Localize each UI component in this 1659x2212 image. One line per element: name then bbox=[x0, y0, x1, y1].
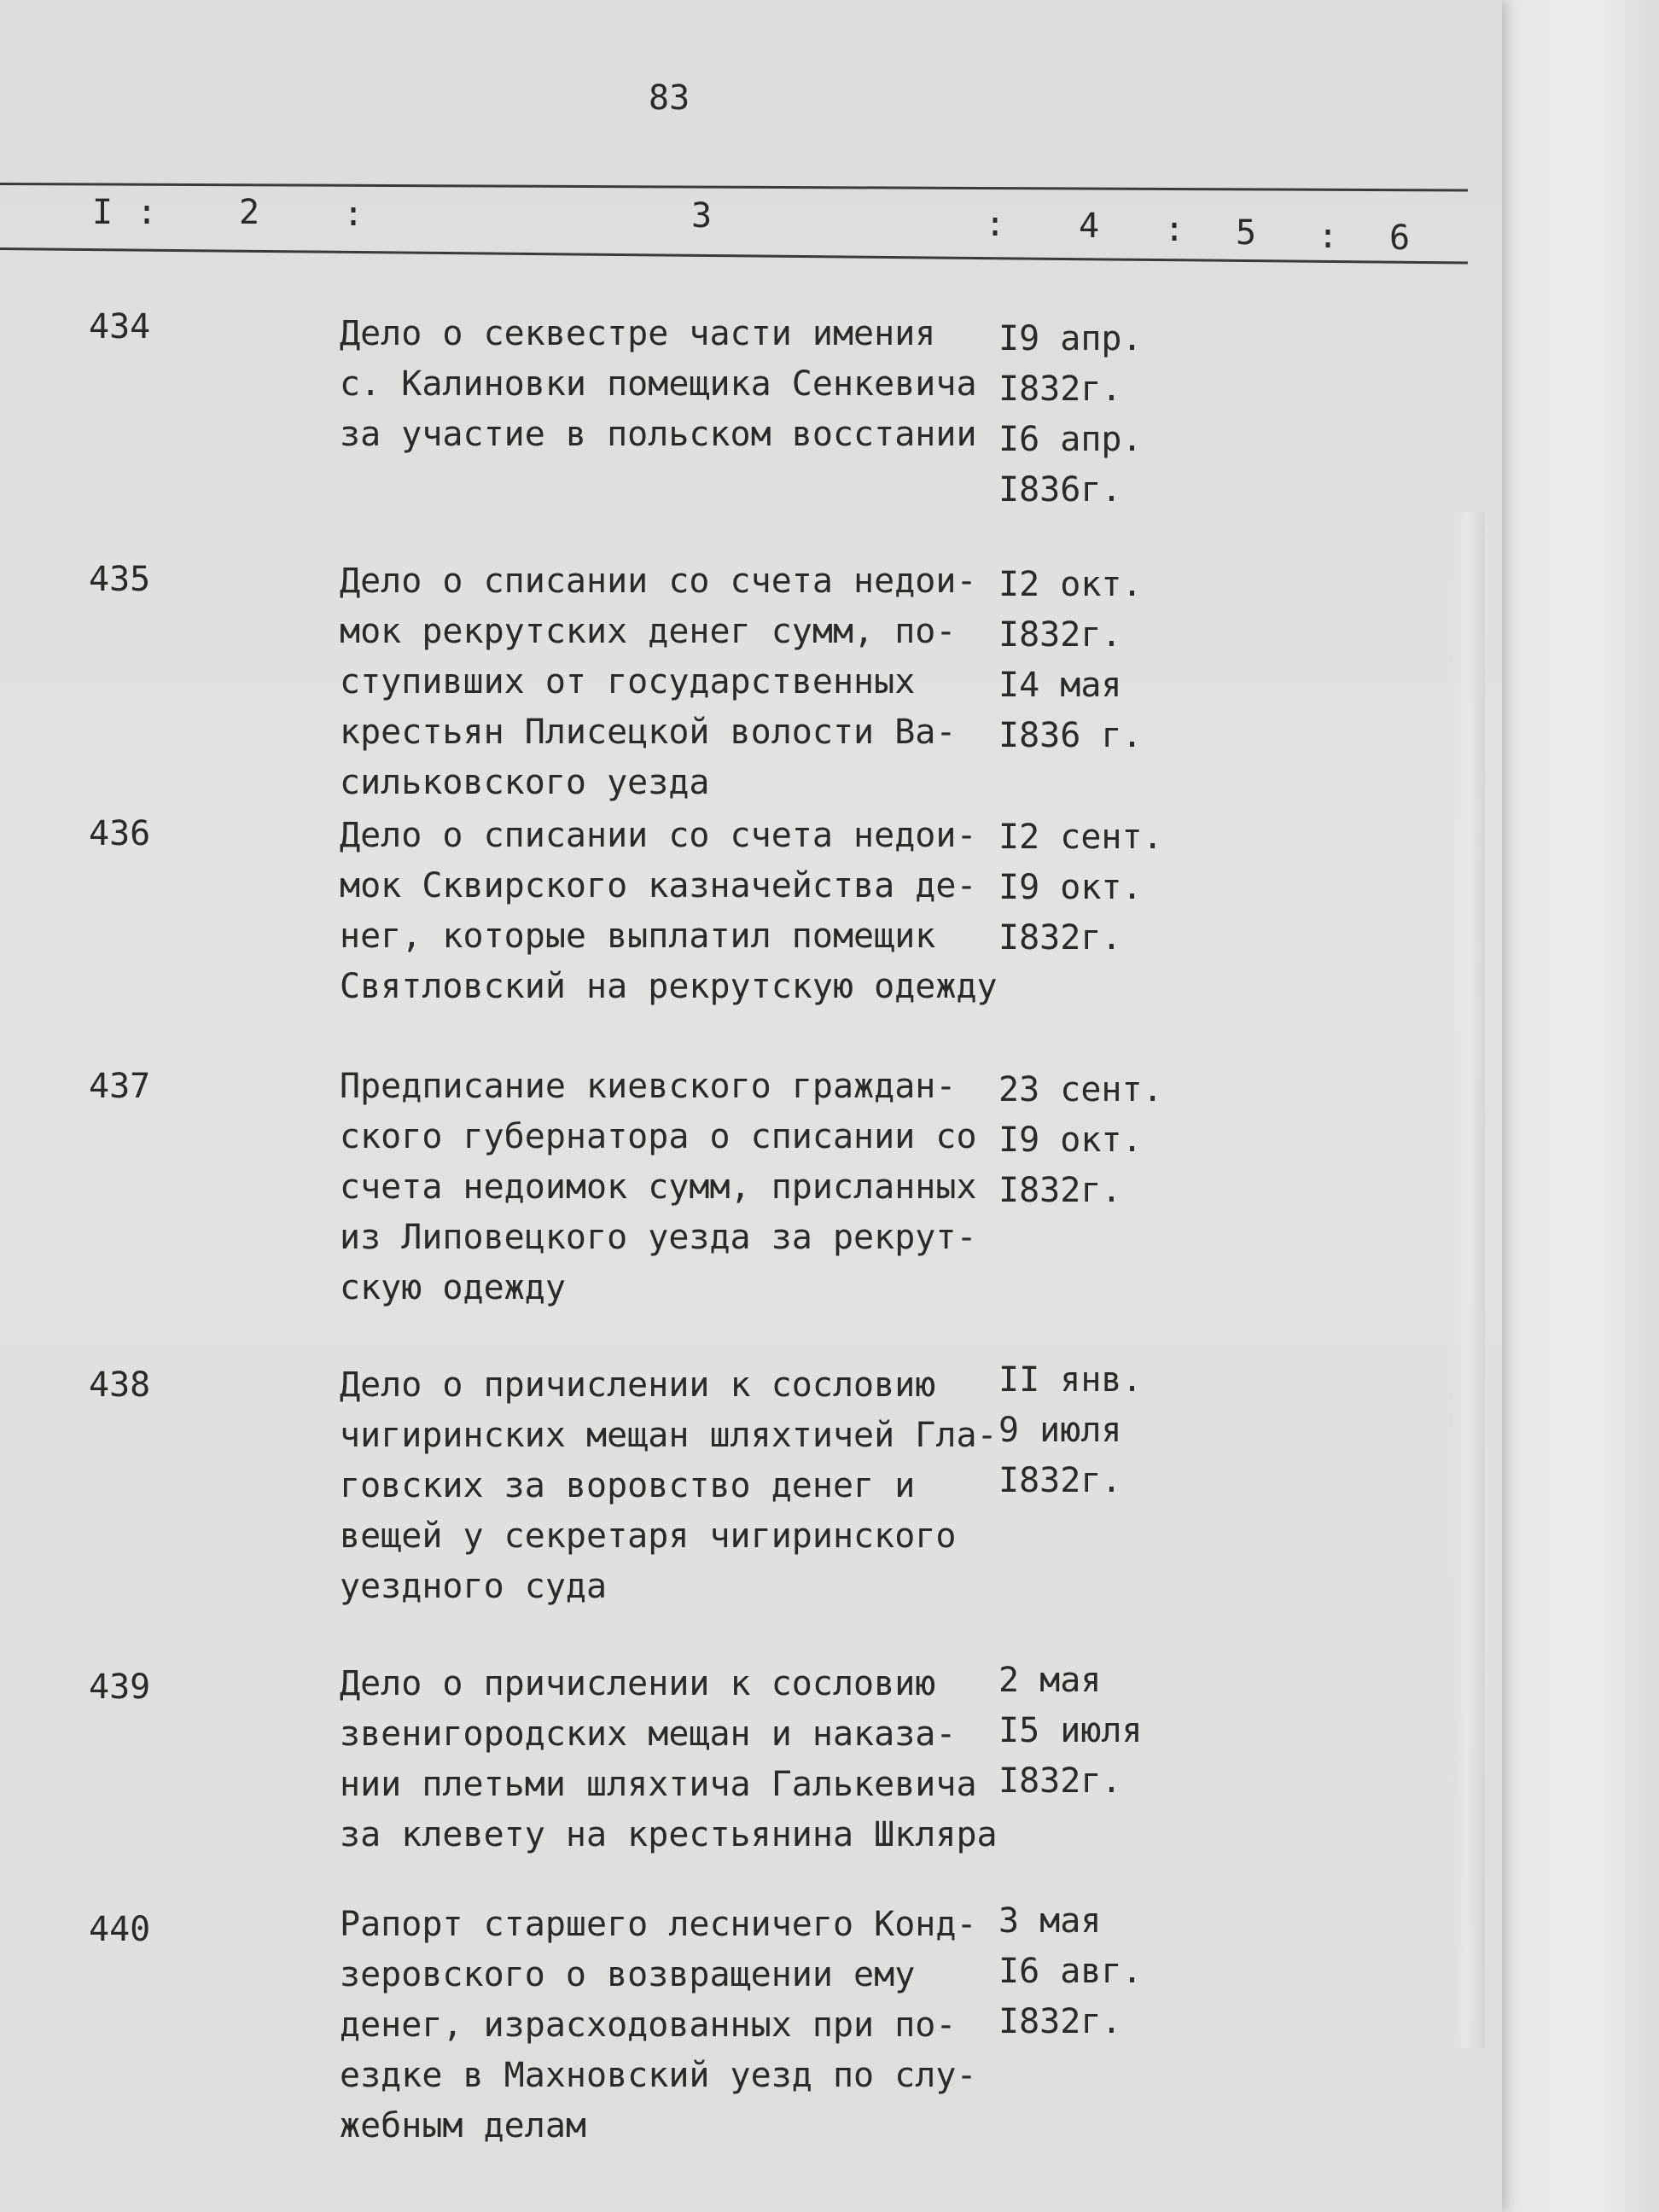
entry-dates bbox=[998, 1065, 1163, 1216]
entry-description bbox=[340, 1062, 1022, 1313]
description-line: зеровского о возвращении ему bbox=[340, 1955, 916, 1994]
description-line: Святловский на рекрутскую одежду bbox=[340, 967, 998, 1006]
date-line: I6 авг. bbox=[998, 1952, 1143, 1991]
date-line: I832г. bbox=[998, 615, 1122, 655]
entry-description bbox=[340, 811, 1022, 1012]
entry-dates bbox=[998, 1656, 1143, 1807]
entry-dates bbox=[998, 1355, 1143, 1506]
entry-number: 434 bbox=[89, 307, 151, 346]
entry-number: 437 bbox=[89, 1067, 151, 1106]
description-line: скую одежду bbox=[340, 1268, 566, 1307]
date-line: I2 сент. bbox=[998, 818, 1163, 857]
column-separator: : bbox=[1164, 210, 1185, 249]
description-line: Рапорт старшего лесничего Конд- bbox=[340, 1905, 977, 1944]
description-line: нии плетьми шляхтича Галькевича bbox=[340, 1765, 977, 1804]
description-line: Предписание киевского граждан- bbox=[340, 1067, 957, 1106]
description-line: денег, израсходованных при по- bbox=[340, 2005, 957, 2045]
date-line: 2 мая bbox=[998, 1661, 1102, 1700]
description-line: вещей у секретаря чигиринского bbox=[340, 1516, 957, 1556]
date-line: I832г. bbox=[998, 918, 1122, 958]
entry-description bbox=[340, 1900, 1022, 2151]
description-line: за клевету на крестьянина Шкляра bbox=[340, 1815, 998, 1854]
entry-number: 440 bbox=[89, 1910, 151, 1949]
description-line: жебным делам bbox=[340, 2106, 586, 2145]
date-line: I2 окт. bbox=[998, 565, 1143, 604]
column-separator: : bbox=[137, 193, 158, 232]
entry-number: 438 bbox=[89, 1365, 151, 1405]
date-line: I9 окт. bbox=[998, 1121, 1143, 1160]
entry-description bbox=[340, 556, 1022, 808]
column-separator: : bbox=[343, 195, 364, 234]
entry-dates bbox=[998, 812, 1163, 963]
description-line: счета недоимок сумм, присланных bbox=[340, 1167, 977, 1207]
description-line: Дело о списании со счета недои- bbox=[340, 562, 977, 601]
date-line: I9 окт. bbox=[998, 868, 1143, 907]
column-header-6: 6 bbox=[1389, 218, 1411, 258]
description-line: ездке в Махновский уезд по слу- bbox=[340, 2056, 977, 2095]
entry-number: 439 bbox=[89, 1668, 151, 1707]
description-line: крестьян Плисецкой волости Ва- bbox=[340, 713, 957, 752]
date-line: I4 мая bbox=[998, 666, 1122, 705]
paper-fold bbox=[1451, 512, 1485, 2048]
column-header-4: 4 bbox=[1079, 207, 1100, 246]
description-line: нег, которые выплатил помещик bbox=[340, 917, 936, 956]
date-line: 9 июля bbox=[998, 1411, 1122, 1450]
entry-dates bbox=[998, 560, 1143, 761]
date-line: I6 апр. bbox=[998, 420, 1143, 459]
column-header-5: 5 bbox=[1236, 213, 1257, 253]
description-line: уездного суда bbox=[340, 1567, 608, 1606]
column-separator: : bbox=[1318, 217, 1339, 256]
date-line: I832г. bbox=[998, 1461, 1122, 1500]
date-line: I832г. bbox=[998, 2002, 1122, 2041]
description-line: говских за воровство денег и bbox=[340, 1466, 916, 1505]
page-number: 83 bbox=[649, 79, 690, 118]
date-line: I832г. bbox=[998, 1171, 1122, 1210]
date-line: I5 июля bbox=[998, 1711, 1143, 1750]
entry-dates bbox=[998, 314, 1143, 515]
entry-number: 435 bbox=[89, 560, 151, 599]
description-line: Дело о секвестре части имения bbox=[340, 314, 936, 353]
entry-description bbox=[340, 1360, 1022, 1612]
description-line: с. Калиновки помещика Сенкевича bbox=[340, 364, 977, 404]
column-separator: : bbox=[985, 205, 1006, 244]
description-line: мок рекрутских денег сумм, по- bbox=[340, 612, 957, 651]
description-line: из Липовецкого уезда за рекрут- bbox=[340, 1218, 977, 1257]
entry-number: 436 bbox=[89, 814, 151, 853]
date-line: I832г. bbox=[998, 1761, 1122, 1801]
date-line: I836г. bbox=[998, 470, 1122, 509]
date-line: I832г. bbox=[998, 370, 1122, 409]
header-rule-top bbox=[0, 183, 1468, 192]
column-header-3: 3 bbox=[691, 196, 713, 236]
description-line: ступивших от государственных bbox=[340, 662, 916, 701]
description-line: ского губернатора о списании со bbox=[340, 1117, 977, 1156]
entry-dates bbox=[998, 1896, 1143, 2047]
date-line: II янв. bbox=[998, 1360, 1143, 1400]
date-line: 23 сент. bbox=[998, 1070, 1163, 1109]
description-line: Дело о причислении к сословию bbox=[340, 1365, 936, 1405]
description-line: Дело о списании со счета недои- bbox=[340, 816, 977, 855]
description-line: Дело о причислении к сословию bbox=[340, 1664, 936, 1703]
description-line: сильковского уезда bbox=[340, 763, 710, 802]
description-line: звенигородских мещан и наказа- bbox=[340, 1714, 957, 1754]
entry-description bbox=[340, 309, 1022, 460]
description-line: мок Сквирского казначейства де- bbox=[340, 866, 977, 905]
column-header-2: 2 bbox=[239, 193, 260, 232]
column-header-1: I bbox=[92, 193, 114, 232]
entry-description bbox=[340, 1659, 1022, 1860]
date-line: I9 апр. bbox=[998, 319, 1143, 358]
date-line: I836 г. bbox=[998, 716, 1143, 755]
date-line: 3 мая bbox=[998, 1901, 1102, 1941]
description-line: чигиринских мещан шляхтичей Гла- bbox=[340, 1416, 998, 1455]
description-line: за участие в польском восстании bbox=[340, 415, 977, 454]
